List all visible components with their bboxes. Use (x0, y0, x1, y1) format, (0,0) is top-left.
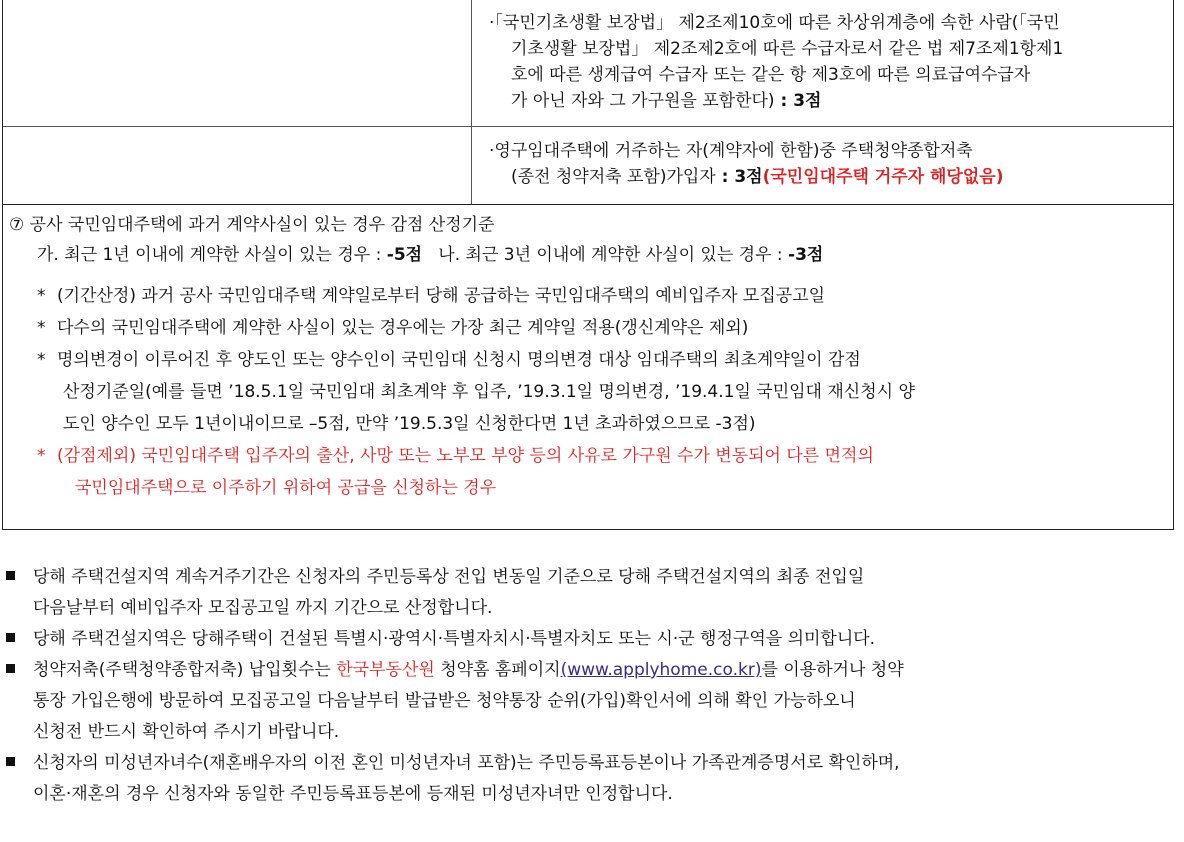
deduction-criteria (9, 240, 1169, 270)
asterisk-icon: * (37, 446, 46, 466)
bullet-text: 를 이용하거나 청약 (761, 660, 904, 680)
text-line (489, 88, 1161, 114)
table-cell-permanent-rental (489, 138, 1161, 190)
note-item (9, 440, 1169, 472)
note-item (9, 312, 1169, 344)
text-line: 호에 따른 생계급여 수급자 또는 같은 항 제3호에 따른 의료급여수급자 (511, 65, 1031, 85)
score-label: -3점 (788, 245, 824, 265)
square-bullet-icon (6, 571, 15, 580)
table-cell-lowincome (489, 10, 1161, 114)
note-item (9, 344, 1169, 376)
list-item (6, 624, 1174, 655)
note-text: 도인 양수인 모두 1년이내이므로 –5점, 만약 ’19.5.3일 신청한다면 1년 초과하였으므로 -3점) (63, 414, 756, 434)
asterisk-icon: * (37, 350, 46, 370)
note-text: (감점제외) 국민임대주택 입주자의 출산, 사망 또는 노부모 부양 등의 사유로 가구원 수가 변동되어 다른 면적의 (57, 446, 874, 466)
text-fragment: (종전 청약저축 포함)가입자 (511, 167, 716, 187)
text-line: ·영구임대주택에 거주하는 자(계약자에 한함)중 주택청약종합저축 (489, 141, 973, 161)
score-label: : 3점 (715, 167, 763, 187)
bullet-text: 통장 가입은행에 방문하여 모집공고일 다음날부터 발급받은 청약통장 순위(가입)확인서에 의해 확인 가능하오니 (33, 691, 856, 711)
text-fragment: 가 아닌 자와 그 가구원을 포함한다) (511, 91, 775, 111)
text-line: 기초생활 보장법」 제2조제2호에 따른 수급자로서 같은 법 제7조제1항제1 (511, 39, 1064, 59)
exclusion-note: (국민임대주택 거주자 해당없음) (762, 167, 1004, 187)
bullet-text: 신청자의 미성년자녀수(재혼배우자의 이전 혼인 미성년자녀 포함)는 주민등록표등본이나 가족관계증명서로 확인하며, (33, 753, 900, 773)
score-label: : 3점 (774, 91, 822, 111)
square-bullet-icon (6, 664, 15, 673)
square-bullet-icon (6, 757, 15, 766)
organization-name: 한국부동산원 (336, 660, 435, 680)
bullet-text: 당해 주택건설지역 계속거주기간은 신청자의 주민등록상 전입 변동일 기준으로 당해 주택건설지역의 최종 전입일 (33, 567, 865, 587)
bullet-text: 청약저축(주택청약종합저축) 납입횟수는 (33, 660, 337, 680)
note-item (9, 280, 1169, 312)
list-item (6, 748, 1174, 779)
list-item (6, 655, 1174, 686)
note-text: 국민임대주택으로 이주하기 위하여 공급을 신청하는 경우 (75, 478, 497, 498)
bullet-list (6, 562, 1174, 810)
note-text: 산정기준일(예를 들면 ’18.5.1일 국민임대 최초계약 후 입주, ’19.3.1일 명의변경, ’19.4.1일 국민임대 재신청시 양 (63, 382, 915, 402)
bullet-text: 다음날부터 예비입주자 모집공고일 까지 기간으로 산정합니다. (33, 598, 493, 618)
bullet-text: 이혼·재혼의 경우 신청자와 동일한 주민등록표등본에 등재된 미성년자녀만 인정합니다. (33, 784, 673, 804)
criteria-b: 나. 최근 3년 이내에 계약한 사실이 있는 경우 : (422, 245, 789, 265)
text-line: ·「국민기초생활 보장법」 제2조제10호에 따른 차상위계층에 속한 사람(「국민 (489, 13, 1060, 33)
column-divider (471, 0, 472, 204)
square-bullet-icon (6, 633, 15, 642)
criteria-a: 가. 최근 1년 이내에 계약한 사실이 있는 경우 : (37, 245, 387, 265)
note-text: 명의변경이 이루어진 후 양도인 또는 양수인이 국민임대 신청시 명의변경 대상 임대주택의 최초계약일이 감점 (57, 350, 861, 370)
asterisk-icon: * (37, 286, 46, 306)
score-label: -5점 (386, 245, 423, 265)
section-title: ⑦ 공사 국민임대주택에 과거 계약사실이 있는 경우 감점 산정기준 (9, 215, 495, 235)
criteria-table (2, 0, 1174, 530)
asterisk-icon: * (37, 318, 46, 338)
text-line (489, 164, 1161, 190)
deduction-section (9, 210, 1169, 504)
note-text: 다수의 국민임대주택에 계약한 사실이 있는 경우에는 가장 최근 계약일 적용(갱신계약은 제외) (57, 318, 749, 338)
bullet-text: 신청전 반드시 확인하여 주시기 바랍니다. (33, 722, 340, 742)
bullet-text: 청약홈 홈페이지 (434, 660, 561, 680)
notes-list (9, 280, 1169, 504)
list-item (6, 562, 1174, 593)
bullet-text: 당해 주택건설지역은 당해주택이 건설된 특별시·광역시·특별자치시·특별자치도 또는 시·군 행정구역을 의미합니다. (33, 629, 876, 649)
applyhome-link[interactable]: (www.applyhome.co.kr) (560, 660, 762, 680)
note-text: (기간산정) 과거 공사 국민임대주택 계약일로부터 당해 공급하는 국민임대주택의 예비입주자 모집공고일 (57, 286, 826, 306)
